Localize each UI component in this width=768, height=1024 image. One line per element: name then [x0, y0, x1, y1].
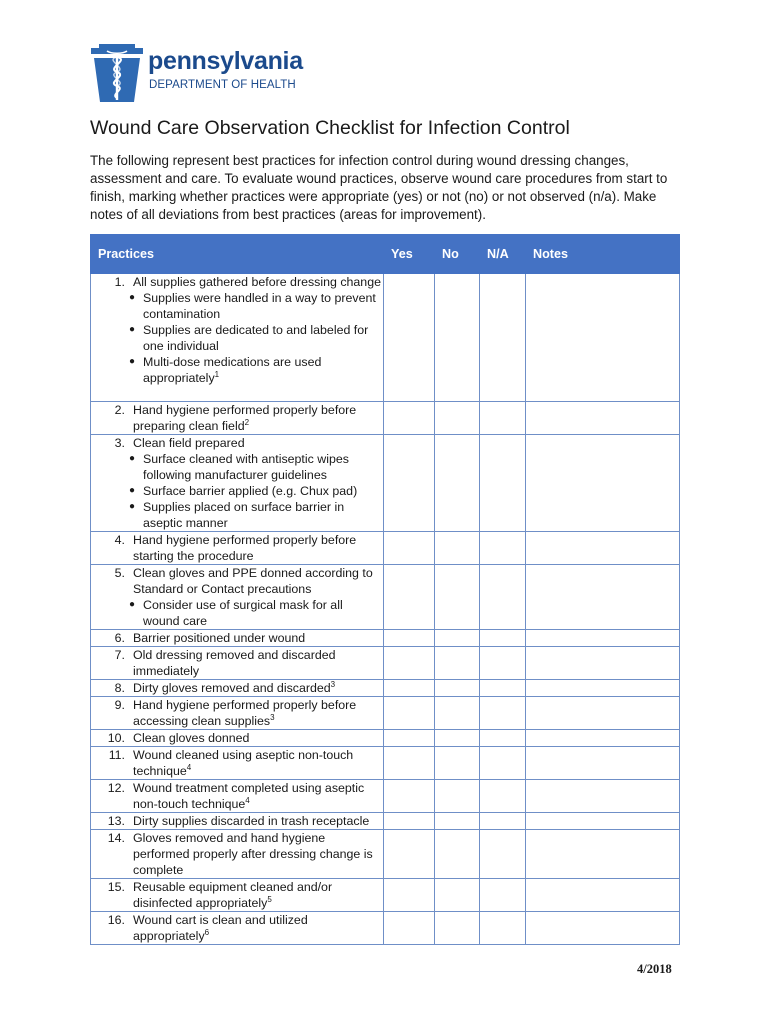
sub-practice-item	[91, 322, 381, 354]
practice-cell	[91, 435, 384, 532]
yes-cell[interactable]	[384, 647, 435, 680]
practice-cell	[91, 647, 384, 680]
practice-item	[91, 435, 383, 451]
yes-cell[interactable]	[384, 274, 435, 402]
sub-practice-text	[143, 499, 381, 531]
practice-label: Hand hygiene performed properly before accessing clean supplies	[133, 698, 357, 728]
sub-practice-item	[91, 597, 381, 629]
practice-cell	[91, 813, 384, 830]
table-row	[91, 813, 680, 830]
column-header-no: No	[435, 235, 480, 274]
table-row	[91, 780, 680, 813]
practice-cell	[91, 879, 384, 912]
practice-cell	[91, 402, 384, 435]
notes-cell[interactable]	[526, 630, 680, 647]
logo-department: DEPARTMENT OF HEALTH	[149, 79, 296, 91]
na-cell[interactable]	[480, 730, 526, 747]
practice-number: 15.	[107, 880, 125, 894]
no-cell[interactable]	[435, 747, 480, 780]
na-cell[interactable]	[480, 747, 526, 780]
practice-item	[91, 565, 383, 597]
no-cell[interactable]	[435, 435, 480, 532]
na-cell[interactable]	[480, 402, 526, 435]
no-cell[interactable]	[435, 680, 480, 697]
practice-cell	[91, 780, 384, 813]
table-row	[91, 879, 680, 912]
footnote-ref: 4	[186, 762, 192, 772]
intro-paragraph: The following represent best practices for infection control during wound dressing changes, assessment and care. To evaluate wound practices, observe wound care procedures from start to finish, marking whether practices were appropriate (yes) or not (no) or not observed (n/a). Make notes of all deviations from best practices (areas for improvement).	[90, 153, 668, 222]
practice-text	[125, 630, 381, 646]
footer-date: 4/2018	[637, 962, 672, 976]
table-row	[91, 730, 680, 747]
footnote-ref: 3	[330, 679, 336, 689]
notes-cell[interactable]	[526, 730, 680, 747]
sub-practice-item	[91, 499, 381, 531]
practice-cell	[91, 274, 384, 402]
yes-cell[interactable]	[384, 730, 435, 747]
notes-cell[interactable]	[526, 532, 680, 565]
practice-item	[91, 274, 383, 290]
na-cell[interactable]	[480, 879, 526, 912]
practice-label: Hand hygiene performed properly before preparing clean field	[133, 403, 357, 433]
sub-practice-label: Consider use of surgical mask for all wound care	[143, 598, 343, 628]
practice-label: Hand hygiene performed properly before starting the procedure	[133, 533, 357, 563]
practice-text	[125, 402, 381, 434]
practice-text	[125, 435, 381, 451]
sub-practice-label: Supplies placed on surface barrier in aseptic manner	[143, 500, 345, 530]
practice-text	[125, 830, 381, 878]
sub-practice-label: Surface cleaned with antiseptic wipes following manufacturer guidelines	[143, 452, 349, 482]
practice-item	[91, 647, 383, 679]
practice-cell	[91, 730, 384, 747]
practice-item	[91, 680, 383, 696]
notes-cell[interactable]	[526, 813, 680, 830]
practice-item	[91, 912, 383, 944]
no-cell[interactable]	[435, 780, 480, 813]
practice-number: 16.	[107, 913, 125, 927]
notes-cell[interactable]	[526, 274, 680, 402]
sub-practice-list	[91, 451, 383, 531]
practice-number: 10.	[107, 731, 125, 745]
practice-item	[91, 402, 383, 434]
sub-practice-text	[143, 597, 381, 629]
bullet-icon: ●	[129, 453, 136, 464]
column-header-na: N/A	[480, 235, 526, 274]
yes-cell[interactable]	[384, 565, 435, 630]
practice-number: 3.	[114, 436, 125, 450]
practice-label: Gloves removed and hand hygiene performed properly after dressing change is complete	[133, 831, 373, 877]
bullet-icon: ●	[129, 292, 136, 303]
practice-text	[125, 879, 381, 911]
bullet-icon: ●	[129, 599, 136, 610]
column-header-yes: Yes	[384, 235, 435, 274]
checklist-table	[90, 234, 680, 945]
no-cell[interactable]	[435, 402, 480, 435]
yes-cell[interactable]	[384, 630, 435, 647]
no-cell[interactable]	[435, 830, 480, 879]
no-cell[interactable]	[435, 879, 480, 912]
practice-label: Wound cleaned using aseptic non-touch technique	[133, 748, 354, 778]
practice-item	[91, 730, 383, 746]
yes-cell[interactable]	[384, 830, 435, 879]
practice-text	[125, 532, 381, 564]
practice-cell	[91, 630, 384, 647]
footnote-ref: 6	[204, 927, 210, 937]
yes-cell[interactable]	[384, 912, 435, 945]
practice-number: 5.	[114, 566, 125, 580]
practice-item	[91, 747, 383, 779]
practice-cell	[91, 912, 384, 945]
practice-item	[91, 697, 383, 729]
table-row	[91, 680, 680, 697]
sub-practice-item	[91, 290, 381, 322]
no-cell[interactable]	[435, 813, 480, 830]
bullet-icon: ●	[129, 501, 136, 512]
table-row	[91, 532, 680, 565]
sub-practice-item	[91, 354, 381, 386]
na-cell[interactable]	[480, 830, 526, 879]
notes-cell[interactable]	[526, 780, 680, 813]
sub-practice-item	[91, 451, 381, 483]
yes-cell[interactable]	[384, 879, 435, 912]
practice-number: 6.	[114, 631, 125, 645]
practice-label: Clean gloves donned	[133, 731, 250, 745]
practice-item	[91, 830, 383, 878]
na-cell[interactable]	[480, 912, 526, 945]
practice-cell	[91, 697, 384, 730]
bullet-icon: ●	[129, 485, 136, 496]
practice-number: 9.	[114, 698, 125, 712]
sub-practice-text	[143, 483, 381, 499]
sub-practice-text	[143, 354, 381, 386]
practice-text	[125, 274, 381, 290]
no-cell[interactable]	[435, 912, 480, 945]
footnote-ref: 4	[245, 795, 250, 805]
sub-practice-label: Supplies were handled in a way to prevent contamination	[143, 291, 376, 321]
keystone-caduceus-icon	[90, 44, 144, 102]
na-cell[interactable]	[480, 647, 526, 680]
na-cell[interactable]	[480, 532, 526, 565]
no-cell[interactable]	[435, 697, 480, 730]
notes-cell[interactable]	[526, 647, 680, 680]
practice-text	[125, 747, 381, 779]
practice-label: All supplies gathered before dressing change	[133, 275, 381, 289]
na-cell[interactable]	[480, 565, 526, 630]
notes-cell[interactable]	[526, 830, 680, 879]
practice-item	[91, 630, 383, 646]
yes-cell[interactable]	[384, 813, 435, 830]
column-header-practices: Practices	[91, 235, 384, 274]
na-cell[interactable]	[480, 813, 526, 830]
yes-cell[interactable]	[384, 435, 435, 532]
logo-wordmark: pennsylvania	[148, 47, 303, 75]
practice-number: 12.	[107, 781, 125, 795]
practice-text	[125, 780, 381, 812]
notes-cell[interactable]	[526, 879, 680, 912]
sub-practice-item	[91, 483, 381, 499]
notes-cell[interactable]	[526, 697, 680, 730]
practice-text	[125, 680, 381, 696]
notes-cell[interactable]	[526, 747, 680, 780]
practice-label: Wound treatment completed using aseptic non-touch technique	[133, 781, 365, 811]
sub-practice-text	[143, 451, 381, 483]
table-row	[91, 912, 680, 945]
practice-item	[91, 813, 383, 829]
notes-cell[interactable]	[526, 565, 680, 630]
practice-cell	[91, 680, 384, 697]
footnote-ref: 1	[214, 369, 220, 379]
table-row	[91, 435, 680, 532]
table-row	[91, 697, 680, 730]
table-row	[91, 630, 680, 647]
practice-number: 14.	[107, 831, 125, 845]
no-cell[interactable]	[435, 532, 480, 565]
notes-cell[interactable]	[526, 402, 680, 435]
table-header-row	[91, 235, 680, 274]
practice-label: Dirty supplies discarded in trash receptacle	[133, 814, 370, 828]
notes-cell[interactable]	[526, 680, 680, 697]
notes-cell[interactable]	[526, 912, 680, 945]
notes-cell[interactable]	[526, 435, 680, 532]
practice-label: Old dressing removed and discarded immediately	[133, 648, 336, 678]
page-title: Wound Care Observation Checklist for Infection Control	[90, 117, 570, 139]
sub-practice-list	[91, 290, 383, 386]
practice-text	[125, 813, 381, 829]
sub-practice-text	[143, 322, 381, 354]
bullet-icon: ●	[129, 324, 136, 335]
footnote-ref: 5	[267, 894, 272, 904]
sub-practice-label: Surface barrier applied (e.g. Chux pad)	[143, 484, 358, 498]
sub-practice-text	[143, 290, 381, 322]
practice-label: Wound cart is clean and utilized appropriately	[133, 913, 308, 943]
yes-cell[interactable]	[384, 697, 435, 730]
practice-cell	[91, 565, 384, 630]
no-cell[interactable]	[435, 274, 480, 402]
practice-number: 8.	[114, 681, 125, 695]
practice-cell	[91, 830, 384, 879]
practice-label: Dirty gloves removed and discarded	[133, 681, 331, 695]
no-cell[interactable]	[435, 730, 480, 747]
yes-cell[interactable]	[384, 780, 435, 813]
na-cell[interactable]	[480, 780, 526, 813]
no-cell[interactable]	[435, 630, 480, 647]
sub-practice-label: Multi-dose medications are used appropriately	[143, 355, 322, 385]
na-cell[interactable]	[480, 630, 526, 647]
practice-number: 2.	[114, 403, 125, 417]
table-row	[91, 647, 680, 680]
practice-item	[91, 532, 383, 564]
practice-number: 7.	[114, 648, 125, 662]
table-row	[91, 747, 680, 780]
footnote-ref: 3	[270, 712, 275, 722]
table-row	[91, 565, 680, 630]
na-cell[interactable]	[480, 697, 526, 730]
na-cell[interactable]	[480, 274, 526, 402]
table-row	[91, 830, 680, 879]
practice-number: 13.	[107, 814, 125, 828]
bullet-icon: ●	[129, 356, 136, 367]
practice-label: Clean gloves and PPE donned according to Standard or Contact precautions	[133, 566, 373, 596]
practice-label: Barrier positioned under wound	[133, 631, 306, 645]
yes-cell[interactable]	[384, 680, 435, 697]
practice-cell	[91, 532, 384, 565]
yes-cell[interactable]	[384, 747, 435, 780]
na-cell[interactable]	[480, 435, 526, 532]
column-header-notes: Notes	[526, 235, 680, 274]
practice-item	[91, 780, 383, 812]
footnote-ref: 2	[244, 417, 250, 427]
practice-label: Reusable equipment cleaned and/or disinfected appropriately	[133, 880, 333, 910]
sub-practice-list	[91, 597, 383, 629]
sub-practice-label: Supplies are dedicated to and labeled for one individual	[143, 323, 369, 353]
no-cell[interactable]	[435, 647, 480, 680]
practice-cell	[91, 747, 384, 780]
table-row	[91, 274, 680, 402]
yes-cell[interactable]	[384, 402, 435, 435]
yes-cell[interactable]	[384, 532, 435, 565]
practice-item	[91, 879, 383, 911]
table-row	[91, 402, 680, 435]
practice-text	[125, 647, 381, 679]
practice-text	[125, 697, 381, 729]
no-cell[interactable]	[435, 565, 480, 630]
practice-text	[125, 565, 381, 597]
na-cell[interactable]	[480, 680, 526, 697]
practice-number: 1.	[114, 275, 125, 289]
practice-label: Clean field prepared	[133, 436, 245, 450]
practice-text	[125, 730, 381, 746]
practice-number: 4.	[114, 533, 125, 547]
practice-number: 11.	[108, 748, 125, 762]
practice-text	[125, 912, 381, 944]
